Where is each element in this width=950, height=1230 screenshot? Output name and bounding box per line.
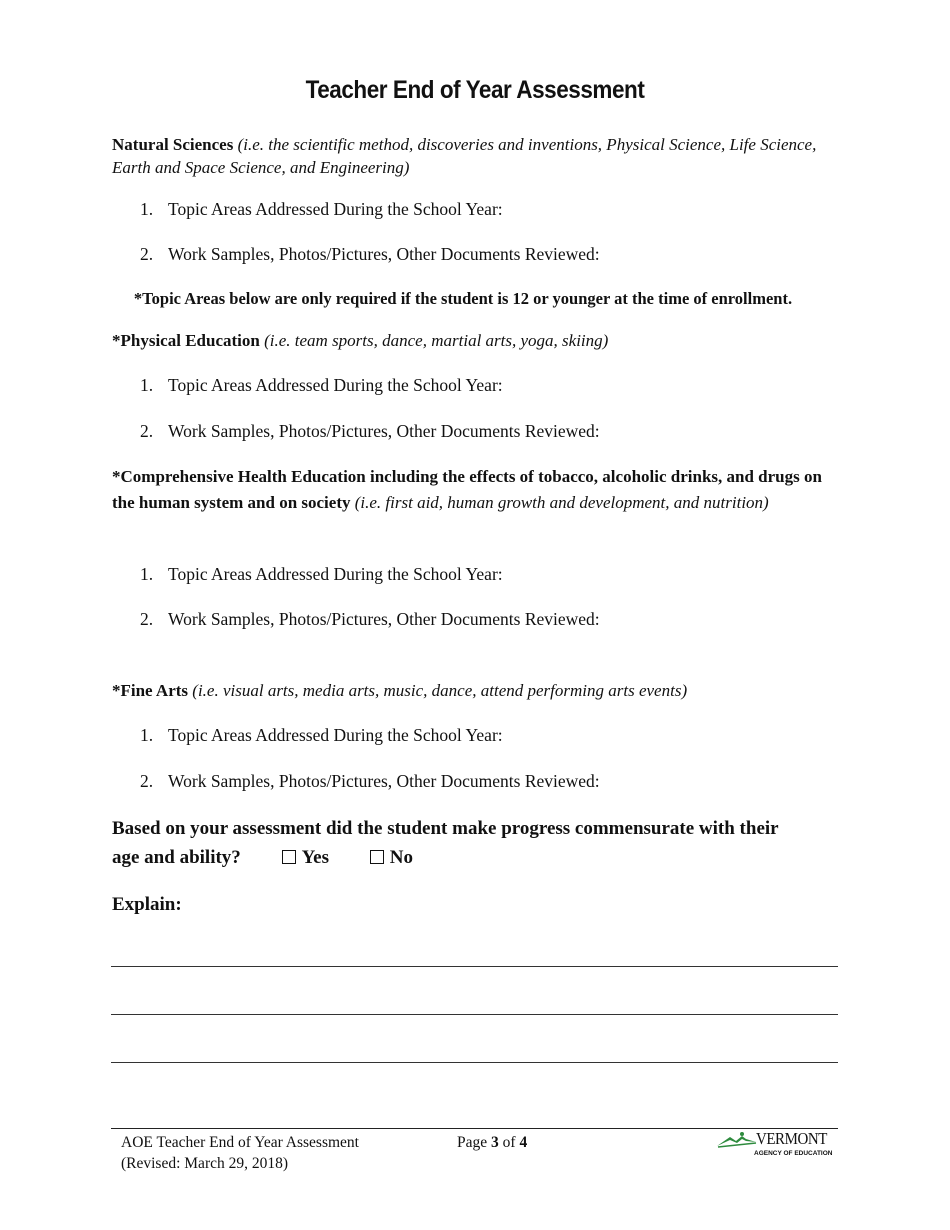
yes-checkbox[interactable] [282, 850, 296, 864]
vermont-logo [716, 1130, 834, 1160]
explain-line-2[interactable] [111, 1014, 838, 1015]
no-option[interactable]: No [370, 843, 413, 872]
section-heading: *Comprehensive Health Education including the effects of tobacco, alcoholic drinks, and drugs on the human system and on society [112, 467, 822, 512]
health-education-heading [112, 464, 832, 516]
list-item: 1. Topic Areas Addressed During the School Year: [140, 199, 503, 219]
footer-doc-name: AOE Teacher End of Year Assessment [121, 1134, 359, 1151]
no-checkbox[interactable] [370, 850, 384, 864]
list-item: 1. Topic Areas Addressed During the School Year: [140, 725, 503, 745]
footer-page-number: Page 3 of 4 [457, 1134, 528, 1151]
page-title: Teacher End of Year Assessment [305, 76, 645, 104]
section-description: (i.e. first aid, human growth and development, and nutrition) [354, 493, 769, 512]
physical-education-heading [112, 329, 832, 352]
logo-subtext: AGENCY OF EDUCATION [754, 1150, 833, 1157]
progress-question [112, 814, 842, 872]
explain-line-3[interactable] [111, 1062, 838, 1063]
fine-arts-heading [112, 679, 832, 702]
section-description: (i.e. the scientific method, discoveries and inventions, Physical Science, Life Science, Earth and Space Science, and Engineering) [112, 135, 817, 177]
section-heading: Natural Sciences [112, 135, 234, 154]
footer-revised-date: (Revised: March 29, 2018) [121, 1155, 289, 1172]
natural-sciences-heading [112, 133, 832, 179]
list-item: 2. Work Samples, Photos/Pictures, Other Documents Reviewed: [140, 609, 600, 629]
list-item: 1. Topic Areas Addressed During the School Year: [140, 564, 503, 584]
section-description: (i.e. visual arts, media arts, music, dance, attend performing arts events) [192, 681, 688, 700]
footer-divider [111, 1128, 838, 1129]
list-item: 2. Work Samples, Photos/Pictures, Other Documents Reviewed: [140, 771, 600, 791]
explain-line-1[interactable] [111, 966, 838, 967]
logo-wordmark: VERMONT [756, 1129, 827, 1148]
mountain-icon [716, 1130, 760, 1148]
requirement-note: *Topic Areas below are only required if the student is 12 or younger at the time of enrollment. [133, 289, 793, 308]
section-heading: *Fine Arts [112, 681, 189, 700]
list-item: 1. Topic Areas Addressed During the School Year: [140, 375, 503, 395]
list-item: 2. Work Samples, Photos/Pictures, Other Documents Reviewed: [140, 244, 600, 264]
progress-question-line2: age and ability? Yes No [112, 843, 842, 872]
footer-doc-info [121, 1132, 359, 1174]
list-item: 2. Work Samples, Photos/Pictures, Other Documents Reviewed: [140, 421, 600, 441]
progress-question-line1: Based on your assessment did the student make progress commensurate with their [112, 818, 779, 839]
section-description: (i.e. team sports, dance, martial arts, yoga, skiing) [264, 331, 609, 350]
section-heading: *Physical Education [112, 331, 260, 350]
yes-option[interactable]: Yes [282, 843, 329, 872]
explain-label: Explain: [112, 894, 182, 915]
